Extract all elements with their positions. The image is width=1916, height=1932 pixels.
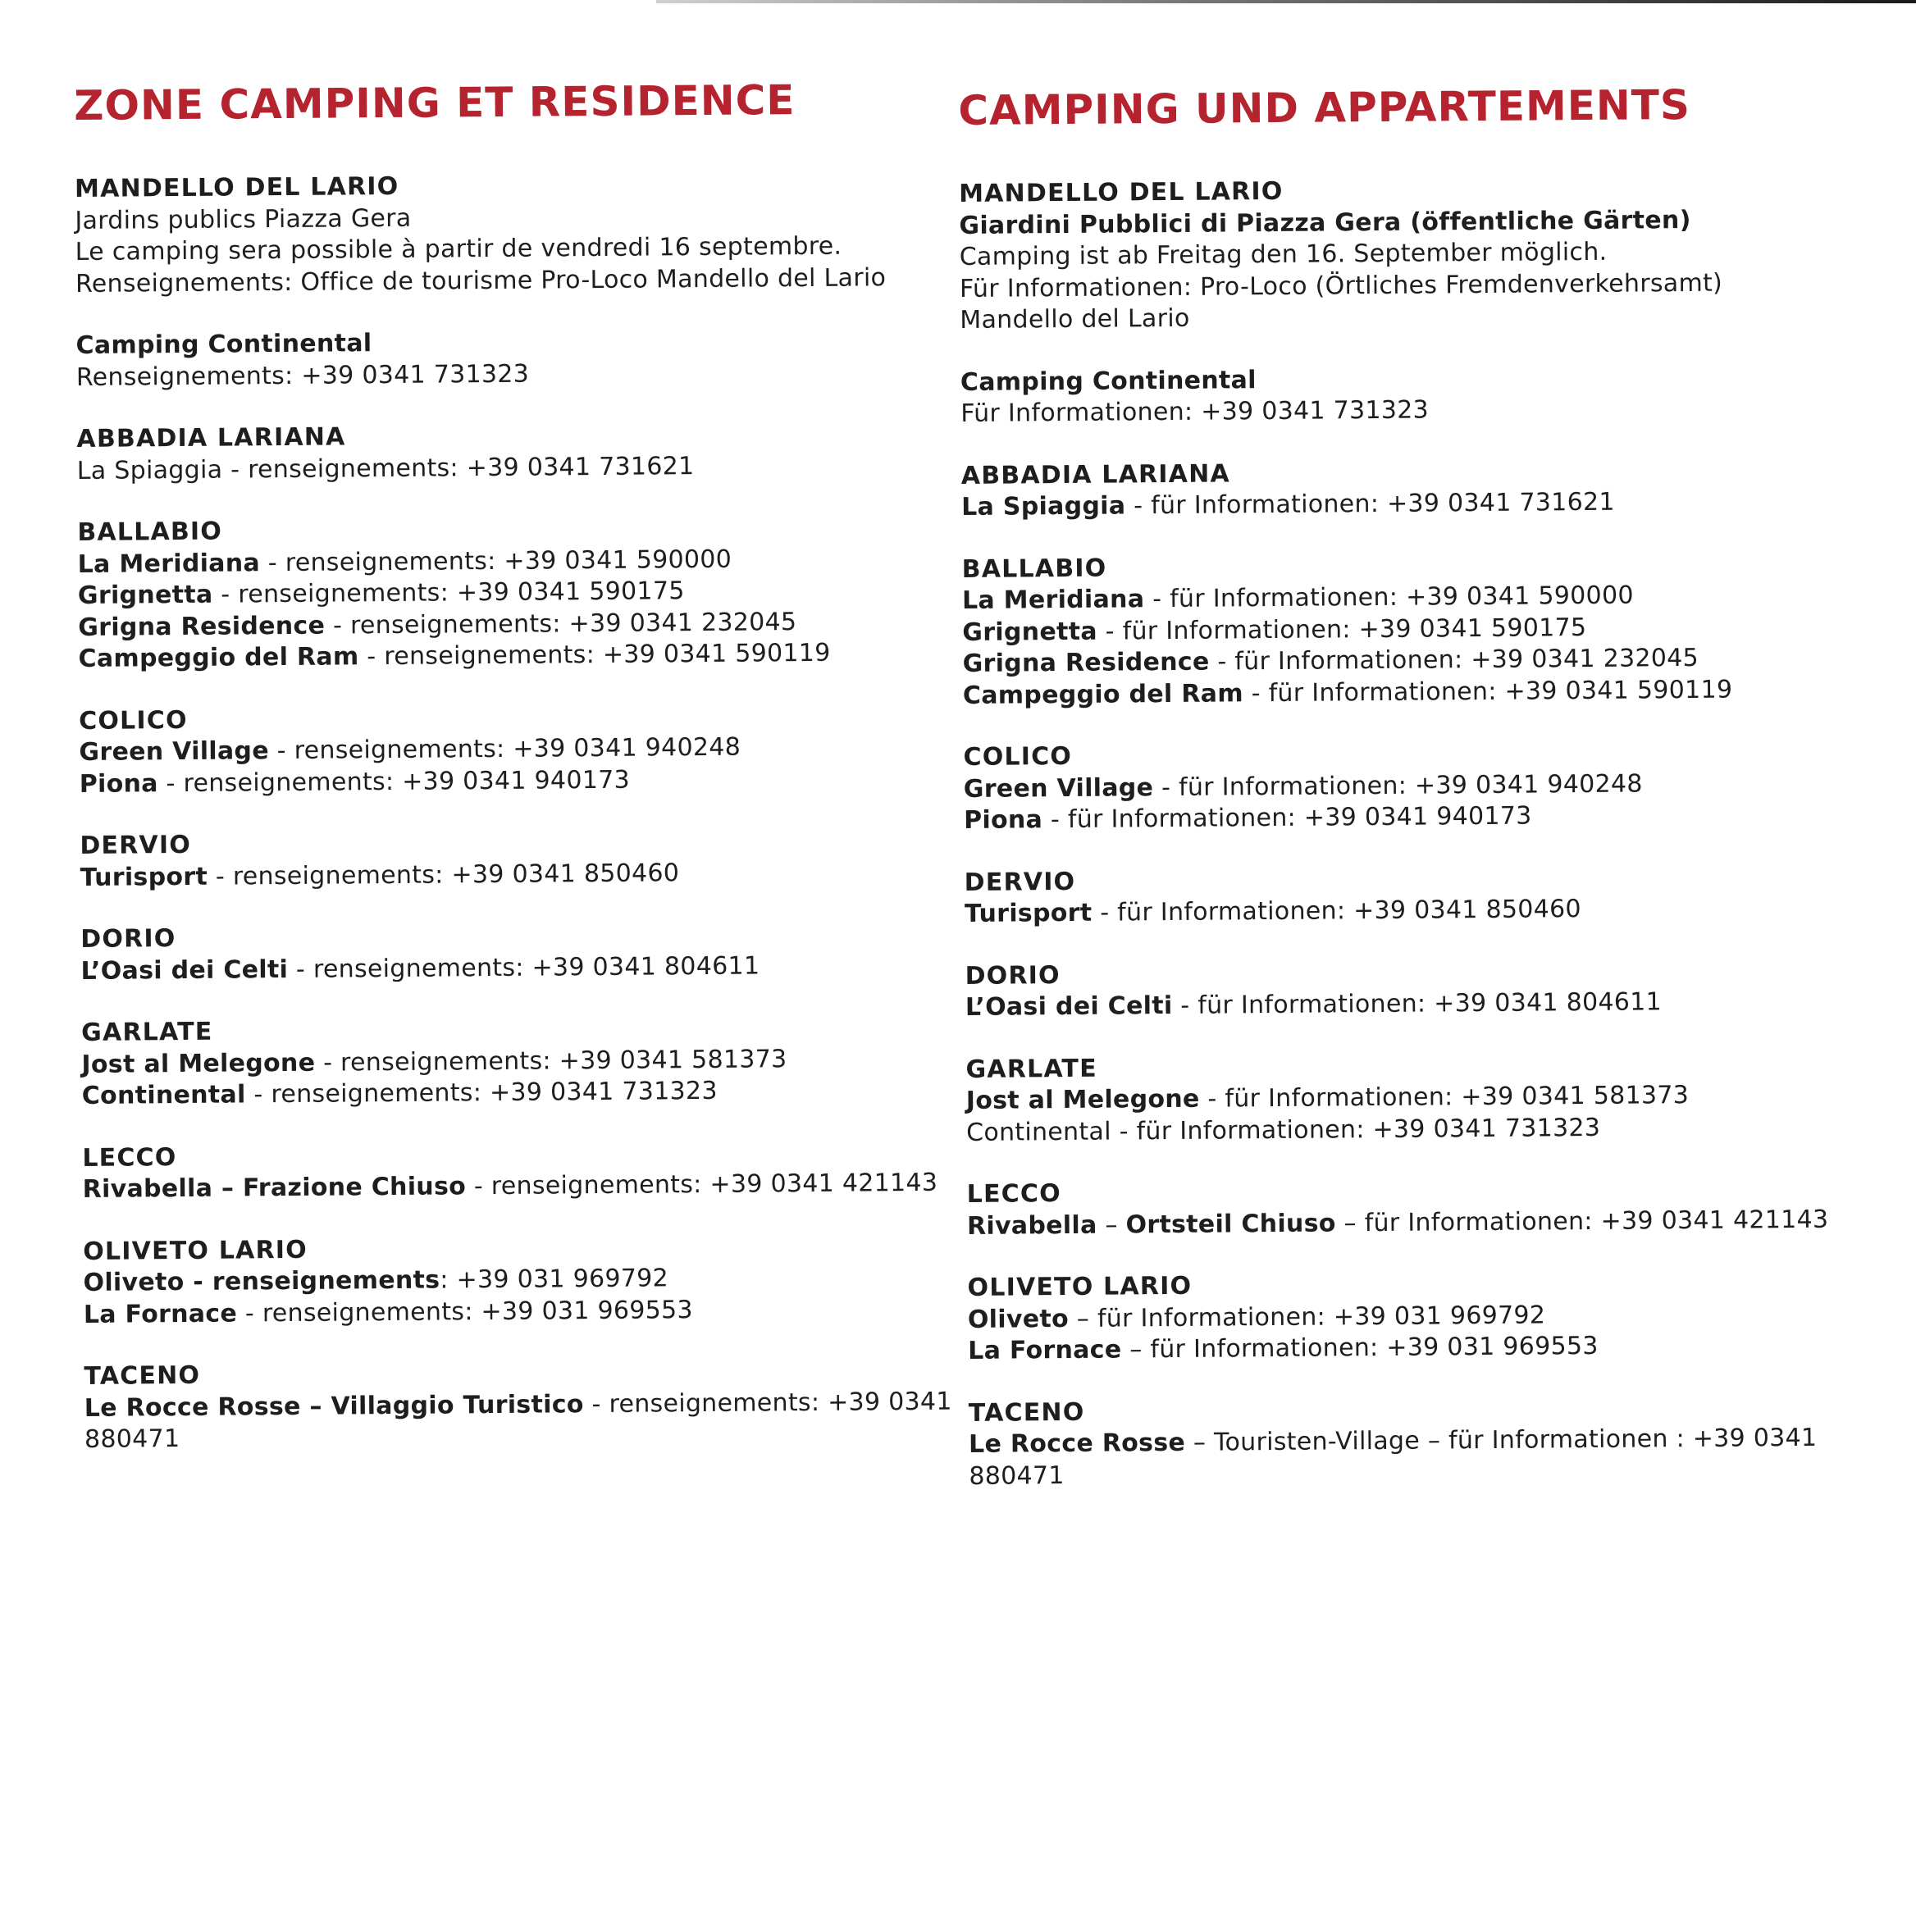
listing-section: [965, 1047, 1893, 1149]
venue-name: La Spiaggia: [960, 491, 1126, 522]
listing-text: - renseignements: +39 0341 590000: [259, 545, 732, 577]
listing-text: - renseignements: +39 0341 421143: [465, 1168, 938, 1201]
venue-name: Camping Continental: [75, 329, 372, 360]
venue-name: Rivabella – Frazione Chiuso: [82, 1172, 467, 1204]
french-column: [74, 69, 954, 1487]
listing-text: – für Informationen: +39 0341 421143: [1335, 1205, 1829, 1237]
venue-name: Grignetta: [962, 617, 1097, 647]
venue-name: Grigna Residence: [962, 647, 1210, 678]
listing-section: [80, 824, 950, 894]
region-name: COLICO: [79, 705, 188, 736]
listing-text: Jardins publics Piazza Gera: [75, 203, 412, 235]
listing-line: [78, 637, 947, 676]
listing-text: - für Informationen: +39 0341 232045: [1209, 643, 1699, 677]
listing-text: Le camping sera possible à partir de vendredi 16 septembre.: [75, 231, 842, 267]
top-rule: [656, 0, 1916, 3]
region-name: LECCO: [82, 1142, 177, 1173]
listing-section: [77, 511, 947, 676]
venue-name: Grigna Residence: [78, 611, 326, 642]
listing-section: [960, 360, 1888, 431]
listing-line: [960, 391, 1887, 430]
listing-text: - renseignements: +39 031 969553: [236, 1295, 693, 1328]
listing-line: [963, 673, 1890, 712]
listing-line: [967, 1204, 1894, 1242]
venue-name: Ortsteil Chiuso: [1125, 1208, 1336, 1239]
listing-line: [969, 1422, 1896, 1492]
venue-name: La Meridiana: [961, 585, 1145, 615]
listing-line: [84, 1292, 953, 1331]
listing-section: [80, 918, 951, 987]
region-name: ABBADIA LARIANA: [960, 458, 1231, 490]
region-name: GARLATE: [965, 1054, 1097, 1084]
listing-line: [84, 1386, 955, 1456]
region-name: GARLATE: [81, 1017, 213, 1047]
venue-name: L’Oasi dei Celti: [965, 991, 1173, 1022]
listing-line: [83, 1168, 952, 1206]
listing-text: Renseignements: Office de tourisme Pro-Loco Mandello del Lario: [75, 262, 887, 298]
venue-name: La Meridiana: [77, 548, 261, 579]
venue-name: Continental: [81, 1080, 246, 1110]
listing-text: La Spiaggia - renseignements: +39 0341 731621: [76, 451, 695, 485]
venue-name: Jost al Melegone: [81, 1048, 316, 1079]
region-name: BALLABIO: [77, 517, 223, 547]
venue-name: Piona: [79, 768, 158, 799]
region-name: TACENO: [968, 1397, 1085, 1428]
listing-section: [82, 1136, 952, 1205]
venue-name: La Fornace: [968, 1335, 1122, 1365]
listing-text: – für Informationen: +39 031 969792: [1068, 1300, 1546, 1333]
venue-name: Turisport: [80, 862, 208, 892]
region-name: DERVIO: [964, 867, 1076, 897]
listing-line: [82, 1074, 951, 1113]
german-sections: [959, 171, 1896, 1492]
region-name: DORIO: [80, 924, 176, 954]
region-name: OLIVETO LARIO: [83, 1235, 308, 1266]
venue-name: Giardini Pubblici di Piazza Gera (öffentliche Gärten): [959, 205, 1691, 240]
venue-name: Green Village: [79, 736, 270, 767]
listing-text: Camping ist ab Freitag den 16. September möglich.: [959, 237, 1608, 271]
venue-name: Rivabella: [966, 1210, 1097, 1241]
region-name: COLICO: [963, 741, 1073, 772]
listing-section: [965, 954, 1892, 1024]
listing-text: - renseignements: +39 0341 850460: [207, 858, 680, 891]
listing-text: - für Informationen: +39 0341 850460: [1092, 895, 1582, 927]
listing-line: [80, 855, 950, 894]
listing-line: [961, 485, 1888, 523]
listing-section: [969, 1391, 1896, 1492]
listing-line: [77, 449, 947, 487]
listing-section: [962, 547, 1890, 712]
listing-section: [967, 1172, 1895, 1242]
venue-name: Le Rocce Rosse: [968, 1428, 1186, 1459]
listing-text: - renseignements: +39 0341 940248: [268, 732, 741, 766]
listing-section: [76, 417, 947, 487]
listing-section: [79, 699, 949, 800]
listing-text: - für Informationen: +39 0341 731621: [1125, 487, 1615, 521]
region-name: DORIO: [965, 960, 1061, 991]
listing-section: [81, 1011, 951, 1113]
listing-text: - renseignements: +39 0341 581373: [315, 1044, 787, 1078]
listing-line: [960, 298, 1886, 336]
region-name: MANDELLO DEL LARIO: [958, 176, 1284, 208]
listing-text: - renseignements: +39 0341 590119: [358, 638, 831, 672]
listing-text: - renseignements: +39 0341 804611: [288, 950, 760, 984]
listing-text: - renseignements: +39 0341 880471: [84, 1387, 952, 1454]
region-name: OLIVETO LARIO: [967, 1271, 1193, 1302]
region-name: LECCO: [966, 1179, 1062, 1209]
venue-name: Turisport: [964, 898, 1093, 928]
venue-name: Campeggio del Ram: [78, 642, 359, 673]
venue-name: La Fornace: [83, 1298, 238, 1329]
listing-line: [968, 1328, 1895, 1367]
listing-text: - für Informationen: +39 0341 590119: [1243, 675, 1733, 708]
listing-text: Renseignements: +39 0341 731323: [75, 359, 530, 392]
listing-line: [965, 985, 1892, 1023]
venue-name: Campeggio del Ram: [962, 678, 1243, 710]
region-name: MANDELLO DEL LARIO: [74, 171, 399, 203]
german-heading: CAMPING UND APPARTEMENTS: [958, 80, 1691, 134]
listing-text: - renseignements: +39 0341 590175: [212, 576, 685, 609]
listing-line: [76, 355, 946, 394]
venue-name: Grignetta: [77, 580, 213, 610]
venue-name: Jost al Melegone: [965, 1084, 1200, 1115]
listing-line: [965, 891, 1891, 930]
french-heading: ZONE CAMPING ET RESIDENCE: [74, 76, 796, 130]
listing-section: [75, 167, 945, 300]
listing-section: [963, 735, 1891, 836]
german-column: [958, 68, 1896, 1523]
listing-text: - für Informationen: +39 0341 804611: [1172, 987, 1663, 1020]
listing-text: Für Informationen: +39 0341 731323: [960, 395, 1430, 428]
region-name: ABBADIA LARIANA: [76, 422, 346, 453]
region-name: DERVIO: [80, 830, 192, 860]
listing-text: : +39 031 969792: [440, 1264, 669, 1295]
listing-text: – für Informationen: +39 031 969553: [1121, 1331, 1599, 1365]
region-name: TACENO: [84, 1360, 201, 1391]
venue-name: Oliveto - renseignements: [83, 1265, 440, 1297]
venue-name: Oliveto: [967, 1304, 1070, 1334]
listing-text: Continental - für Informationen: +39 0341 731323: [965, 1113, 1601, 1147]
listing-line: [75, 262, 945, 300]
listing-section: [959, 171, 1886, 336]
listing-text: - renseignements: +39 0341 940173: [157, 765, 631, 798]
listing-text: – Touristen-Village – für Informationen : +39 0341 880471: [969, 1423, 1818, 1491]
listing-section: [965, 860, 1892, 931]
listing-line: [964, 798, 1891, 836]
venue-name: Green Village: [963, 772, 1154, 804]
region-name: BALLABIO: [961, 554, 1107, 584]
venue-name: Le Rocce Rosse – Villaggio Turistico: [84, 1389, 584, 1423]
venue-name: Camping Continental: [960, 365, 1257, 397]
listing-text: - für Informationen: +39 0341 590000: [1144, 581, 1634, 614]
listing-text: - renseignements: +39 0341 731323: [245, 1076, 718, 1110]
listing-text: Für Informationen: Pro-Loco (Örtliches Fremdenverkehrsamt): [959, 268, 1723, 303]
listing-line: [80, 762, 949, 800]
listing-section: [84, 1355, 954, 1456]
listing-section: [75, 324, 946, 394]
listing-section: [967, 1265, 1895, 1367]
listing-line: [80, 949, 950, 987]
listing-line: [966, 1110, 1893, 1149]
listing-text: - für Informationen: +39 0341 940248: [1153, 768, 1643, 802]
listing-text: Mandello del Lario: [960, 303, 1190, 335]
listing-text: –: [1097, 1210, 1126, 1240]
french-sections: [75, 167, 954, 1456]
venue-name: L’Oasi dei Celti: [80, 955, 289, 986]
listing-text: - renseignements: +39 0341 232045: [325, 607, 797, 640]
listing-text: - für Informationen: +39 0341 940173: [1042, 801, 1532, 835]
venue-name: Piona: [963, 805, 1043, 835]
listing-text: - für Informationen: +39 0341 581373: [1199, 1081, 1690, 1114]
listing-section: [961, 453, 1889, 524]
listing-text: - für Informationen: +39 0341 590175: [1097, 613, 1587, 646]
listing-section: [83, 1229, 953, 1331]
